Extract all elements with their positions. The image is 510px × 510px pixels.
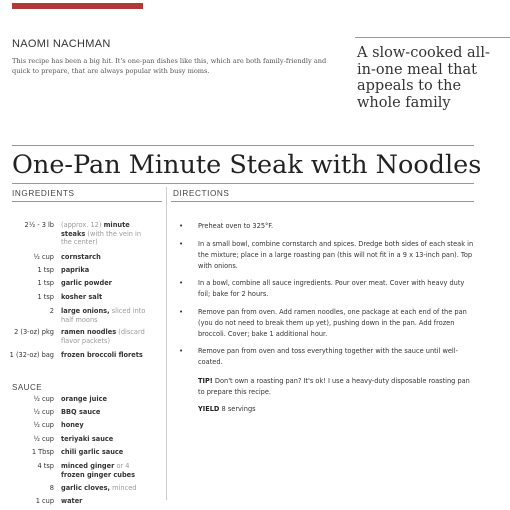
sauce-row bbox=[0, 484, 160, 493]
title-rule-top bbox=[12, 145, 474, 146]
ingredient-row bbox=[0, 253, 160, 262]
ingredient-amount: 1 tsp bbox=[37, 293, 54, 301]
ingredient-name: cornstarch bbox=[61, 253, 101, 261]
direction-step bbox=[179, 239, 474, 272]
sauce-note: or 4 bbox=[116, 462, 130, 470]
ingredients-heading: INGREDIENTS bbox=[12, 189, 75, 198]
title-rule-bottom bbox=[12, 183, 474, 184]
ingredient-row bbox=[0, 351, 160, 360]
bullet-icon: • bbox=[179, 347, 184, 355]
intro-text: This recipe has been a big hit. It's one-pan dishes like this, which are both family-friendly and quick to prepare, that are always popular with busy moms. bbox=[12, 57, 327, 75]
column-divider bbox=[166, 187, 167, 500]
ingredient-prenote: (approx. 12) bbox=[61, 221, 102, 229]
sauce-row bbox=[0, 408, 160, 417]
bullet-icon: • bbox=[179, 240, 184, 248]
tip bbox=[198, 376, 474, 398]
sauce-amount: 1 cup bbox=[35, 497, 54, 505]
sauce-row bbox=[0, 448, 160, 457]
author-name: NAOMI NACHMAN bbox=[12, 38, 111, 50]
sauce-amount: 1 Tbsp bbox=[31, 448, 54, 456]
ingredients-heading-rule bbox=[12, 201, 162, 202]
sauce-name: orange juice bbox=[61, 395, 108, 403]
sauce-row bbox=[0, 421, 160, 430]
recipe-title: One-Pan Minute Steak with Noodles bbox=[12, 150, 482, 180]
ingredient-row bbox=[0, 307, 160, 324]
sauce-amount: ½ cup bbox=[33, 395, 54, 403]
sauce-amount: ½ cup bbox=[33, 421, 54, 429]
direction-step bbox=[179, 346, 474, 368]
sauce-row bbox=[0, 435, 160, 444]
bullet-icon: • bbox=[179, 279, 184, 287]
ingredient-amount: 2 (3-oz) pkg bbox=[14, 328, 54, 336]
ingredient-row bbox=[0, 266, 160, 275]
sauce-item bbox=[61, 435, 153, 444]
sauce-extra: frozen ginger cubes bbox=[61, 470, 136, 479]
ingredient-name: paprika bbox=[61, 266, 90, 274]
sauce-note: minced bbox=[112, 484, 137, 492]
sauce-name: chili garlic sauce bbox=[61, 448, 124, 456]
tip-label: TIP! bbox=[198, 377, 213, 385]
direction-text: In a small bowl, combine cornstarch and spices. Dredge both sides of each steak in the mixture; place in a large roasting pan (this will not fit in a 9 x 13-inch pan). Top with onions. bbox=[198, 240, 474, 270]
yield bbox=[198, 405, 256, 413]
sauce-item bbox=[61, 462, 153, 479]
ingredient-row bbox=[0, 221, 160, 247]
bullet-icon: • bbox=[179, 308, 184, 316]
sauce-amount: ½ cup bbox=[33, 408, 54, 416]
direction-text: Remove pan from oven and toss everything together with the sauce until well-coated. bbox=[198, 347, 458, 366]
ingredient-item bbox=[61, 253, 153, 262]
ingredient-name: large onions, bbox=[61, 307, 110, 315]
bullet-icon: • bbox=[179, 222, 184, 230]
direction-text: In a bowl, combine all sauce ingredients. Pour over meat. Cover with heavy duty foil; bake for 2 hours. bbox=[198, 279, 465, 298]
ingredient-row bbox=[0, 328, 160, 345]
sauce-name: minced ginger bbox=[61, 462, 115, 470]
yield-label: YIELD bbox=[198, 405, 220, 413]
sauce-item bbox=[61, 497, 153, 506]
ingredient-item bbox=[61, 328, 153, 345]
ingredient-row bbox=[0, 279, 160, 288]
sauce-row bbox=[0, 395, 160, 404]
sauce-row bbox=[0, 462, 160, 479]
pullquote-rule bbox=[355, 37, 510, 38]
directions-heading: DIRECTIONS bbox=[173, 189, 230, 198]
direction-text: Preheat oven to 325°F. bbox=[198, 222, 274, 230]
sauce-item bbox=[61, 484, 153, 493]
tip-text: Don't own a roasting pan? It's ok! I use a heavy-duty disposable roasting pan to prepare this recipe. bbox=[198, 377, 470, 396]
ingredient-amount: 1 tsp bbox=[37, 279, 54, 287]
ingredient-note: (discard flavor packets) bbox=[61, 328, 145, 345]
sauce-amount: ½ cup bbox=[33, 435, 54, 443]
direction-text: Remove pan from oven. Add ramen noodles, one package at each end of the pan (you do not need to break them up yet), pushing down in the pan. Add frozen broccoli. Cover; bake 1 additional hour. bbox=[198, 308, 467, 338]
ingredient-amount: 1 (32-oz) bag bbox=[9, 351, 54, 359]
sauce-name: water bbox=[61, 497, 83, 505]
ingredient-name: garlic powder bbox=[61, 279, 112, 287]
sauce-name: BBQ sauce bbox=[61, 408, 101, 416]
direction-step bbox=[179, 307, 474, 340]
ingredient-amount: 1 tsp bbox=[37, 266, 54, 274]
sauce-item bbox=[61, 421, 153, 430]
ingredient-note: (with the vein in the center) bbox=[61, 229, 142, 247]
direction-step bbox=[179, 278, 474, 300]
ingredient-item bbox=[61, 351, 153, 360]
sauce-item bbox=[61, 448, 153, 457]
directions-heading-rule bbox=[171, 201, 474, 202]
sauce-row bbox=[0, 497, 160, 506]
ingredient-name: frozen broccoli florets bbox=[61, 351, 143, 359]
ingredient-name: minute steaks bbox=[61, 221, 130, 238]
ingredient-item bbox=[61, 279, 153, 288]
ingredient-item bbox=[61, 266, 153, 275]
ingredient-name: ramen noodles bbox=[61, 328, 117, 336]
pullquote: A slow-cooked all-in-one meal that appeals to the whole family bbox=[357, 45, 490, 111]
ingredient-amount: 2½ - 3 lb bbox=[24, 221, 54, 229]
ingredient-item bbox=[61, 307, 153, 324]
ingredient-item bbox=[61, 293, 153, 302]
yield-text: 8 servings bbox=[221, 405, 256, 413]
ingredient-note: sliced into half moons bbox=[61, 307, 146, 324]
sauce-amount: 8 bbox=[49, 484, 54, 492]
sauce-item bbox=[61, 408, 153, 417]
ingredient-amount: ½ cup bbox=[33, 253, 54, 261]
sauce-name: garlic cloves, bbox=[61, 484, 111, 492]
ingredient-amount: 2 bbox=[49, 307, 54, 315]
sauce-heading: SAUCE bbox=[12, 383, 43, 392]
ingredient-name: kosher salt bbox=[61, 293, 103, 301]
direction-step bbox=[179, 221, 474, 232]
ingredient-row bbox=[0, 293, 160, 302]
accent-bar bbox=[12, 3, 143, 9]
sauce-item bbox=[61, 395, 153, 404]
sauce-name: honey bbox=[61, 421, 84, 429]
sauce-name: teriyaki sauce bbox=[61, 435, 114, 443]
sauce-amount: 4 tsp bbox=[37, 462, 54, 470]
ingredient-item bbox=[61, 221, 153, 247]
